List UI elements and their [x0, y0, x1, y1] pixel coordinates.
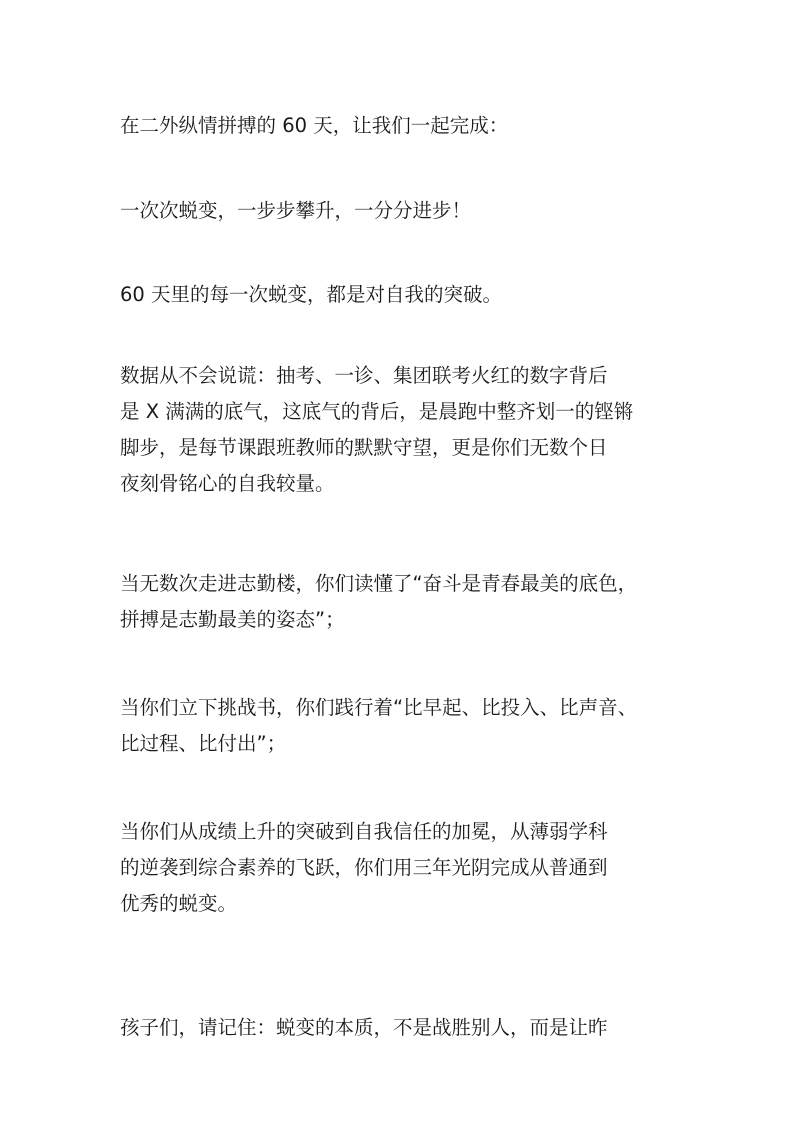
paragraph-data — [120, 358, 720, 502]
text-line: 数据从不会说谎：抽考、一诊、集团联考火红的数字背后 — [120, 364, 608, 387]
paragraph-zhiqin-building — [120, 566, 720, 638]
text-line: 拼搏是志勤最美的姿态”； — [120, 608, 345, 631]
paragraph-progress — [120, 193, 720, 229]
text-line: 比过程、比付出”； — [120, 732, 287, 755]
text-line: 在二外纵情拼搏的 60 天，让我们一起完成： — [120, 114, 509, 137]
text-line: 一次次蜕变，一步步攀升，一分分进步！ — [120, 199, 472, 222]
paragraph-intro — [120, 108, 720, 144]
text-line: 的逆袭到综合素养的飞跃，你们用三年光阴完成从普通到 — [120, 856, 608, 879]
text-line: 孩子们，请记住：蜕变的本质，不是战胜别人，而是让昨 — [120, 1016, 608, 1039]
paragraph-breakthrough — [120, 277, 720, 313]
paragraph-remember — [120, 1010, 720, 1046]
text-line: 60 天里的每一次蜕变，都是对自我的突破。 — [120, 283, 503, 306]
paragraph-transformation — [120, 814, 720, 922]
text-line: 脚步，是每节课跟班教师的默默守望，更是你们无数个日 — [120, 436, 608, 459]
text-line: 当无数次走进志勤楼，你们读懂了“奋斗是青春最美的底色， — [120, 572, 638, 595]
text-line: 是 X 满满的底气，这底气的背后，是晨跑中整齐划一的铿锵 — [120, 400, 634, 423]
text-line: 当你们从成绩上升的突破到自我信任的加冕，从薄弱学科 — [120, 820, 608, 843]
text-line: 夜刻骨铭心的自我较量。 — [120, 472, 335, 495]
text-line: 优秀的蜕变。 — [120, 892, 238, 915]
text-line: 当你们立下挑战书，你们践行着“比早起、比投入、比声音、 — [120, 696, 638, 719]
paragraph-challenge — [120, 690, 720, 762]
